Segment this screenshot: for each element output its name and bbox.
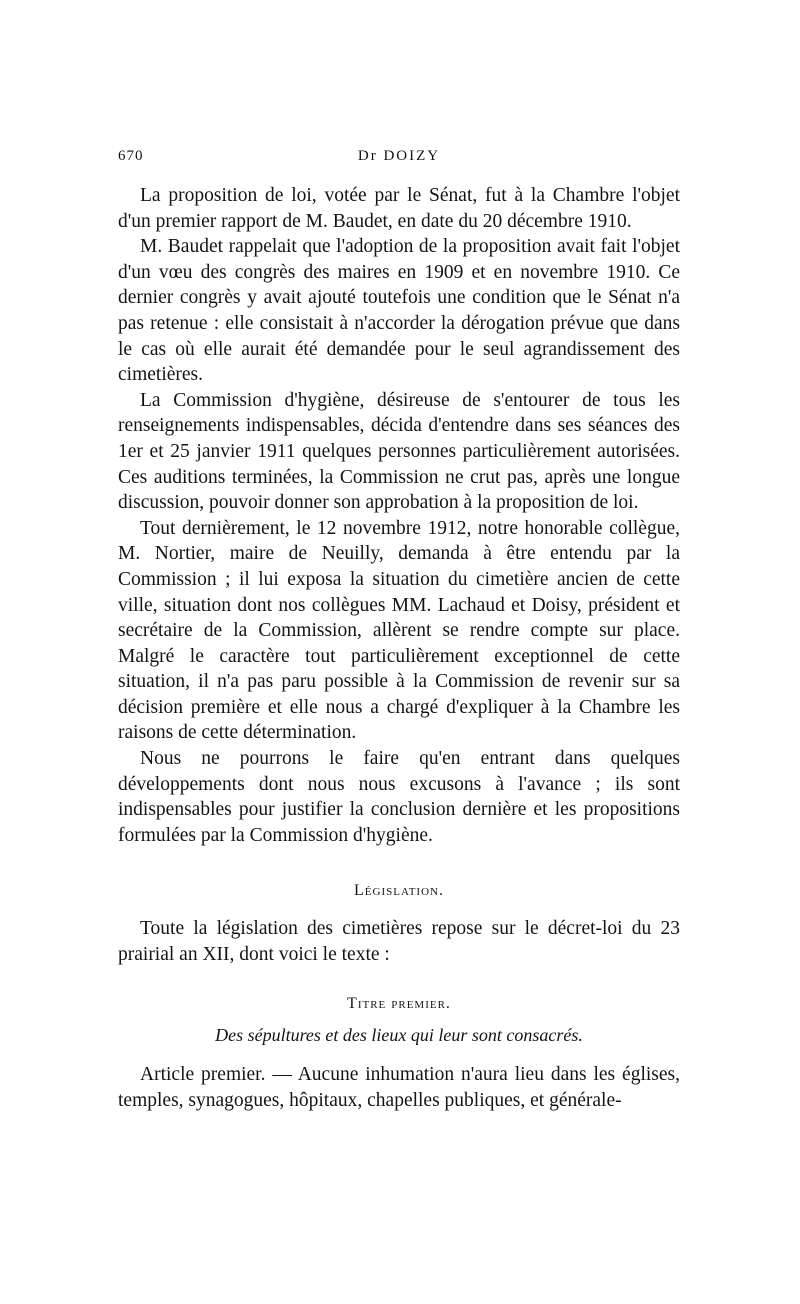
paragraph: Article premier. — Aucune inhumation n'aura lieu dans les églises, temples, synagogues, hôpitaux, chapelles publiques, et générale- — [118, 1064, 680, 1111]
paragraph: M. Baudet rappelait que l'adoption de la proposition avait fait l'objet d'un vœu des congrès des maires en 1909 et en novembre 1910. Ce dernier congrès y avait ajouté toutefois une condition que le Sénat n'a pas retenue : elle consistait à n'accorder la dérogation prévue que dans le cas où elle aurait été demandée pour le seul agrandissement des cimetières. — [118, 236, 680, 386]
page-number: 670 — [118, 148, 144, 164]
paragraph: La proposition de loi, votée par le Sénat, fut à la Chambre l'objet d'un premier rapport de M. Baudet, en date du 20 décembre 1910. — [118, 185, 680, 232]
paragraph: La Commission d'hygiène, désireuse de s'entourer de tous les renseignements indispensables, décida d'entendre dans ses séances des 1er et 25 janvier 1911 quelques personnes particulièrement autorisées. Ces auditions terminées, la Commission ne crut pas, après une longue discussion, pouvoir donner son approbation à la proposition de loi. — [118, 389, 680, 514]
paragraph: Tout dernièrement, le 12 novembre 1912, notre honorable collègue, M. Nortier, maire de Neuilly, demanda à être entendu par la Commission ; il lui exposa la situation du cimetière ancien de cette ville, situation dont nos collègues MM. Lachaud et Doisy, président et secrétaire de la Commission, allèrent se rendre compte sur place. Malgré le caractère tout particulièrement exceptionnel de cette situation, il n'a pas paru possible à la Commission de revenir sur sa décision première et elle nous a chargé d'expliquer à la Chambre les raisons de cette détermination. — [118, 517, 680, 744]
section-heading: Législation. — [354, 882, 444, 900]
titre-subtitle: Des sépultures et des lieux qui leur sont consacrés. — [215, 1024, 583, 1045]
running-head-author: Dr DOIZY — [357, 148, 441, 164]
running-head — [118, 148, 680, 170]
paragraph: Toute la législation des cimetières repose sur le décret-loi du 23 prairial an XII, dont voici le texte : — [118, 918, 680, 965]
titre-heading: Titre premier. — [347, 995, 451, 1013]
body-text — [118, 183, 680, 1114]
paragraph: Nous ne pourrons le faire qu'en entrant dans quelques développements dont nous nous excusons à l'avance ; ils sont indispensables pour justifier la conclusion dernière et les propositions formulées par la Commission d'hygiène. — [118, 748, 680, 846]
